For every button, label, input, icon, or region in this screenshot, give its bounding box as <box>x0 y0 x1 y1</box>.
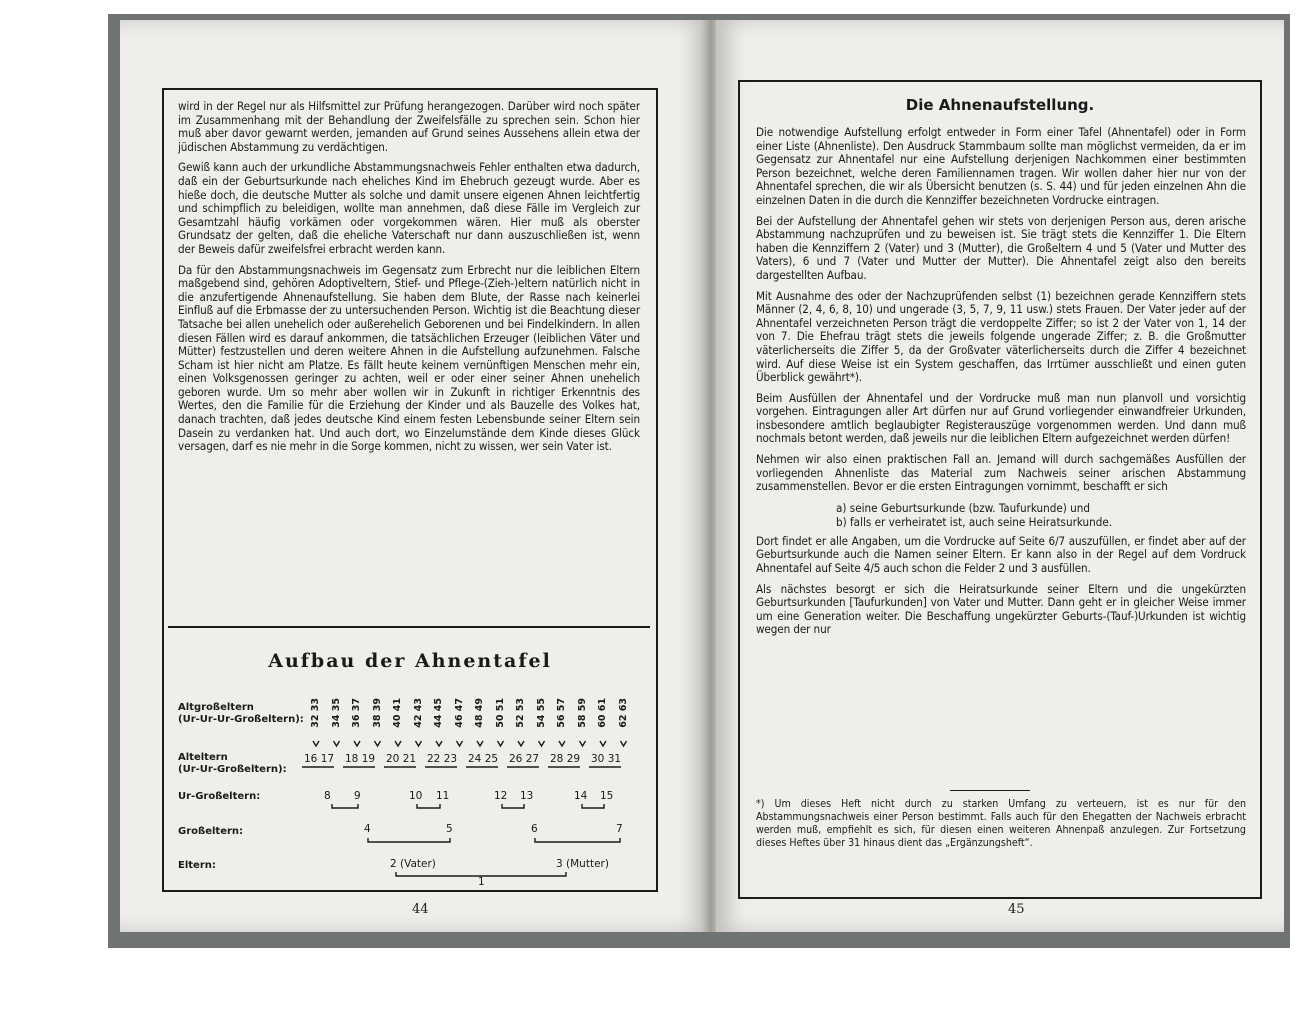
arrow-mark <box>313 741 319 746</box>
arrow-mark <box>395 741 401 746</box>
gen5-pair: 56 57 <box>556 698 567 728</box>
arrow-mark <box>375 741 381 746</box>
gen5-pair: 48 49 <box>474 698 485 728</box>
gen2-number: 5 <box>446 823 453 835</box>
gen2-number: 7 <box>616 823 623 835</box>
gen3-number: 10 <box>409 790 423 802</box>
label-altgrosseltern-main: Altgroßeltern <box>178 702 254 713</box>
gen5-pair: 62 63 <box>617 698 629 728</box>
label-grosseltern: Großeltern: <box>178 826 244 837</box>
right-paragraph-6: Dort findet er alle Angaben, um die Vordrucke auf Seite 6/7 auszufüllen, er findet aber auf der Geburtsurkunde auch die Namen seiner Eltern. Er kann also in der Regel auf dem Vordruck Ahnentafel auf Seite 4/5 auch schon die Felder 2 und 3 ausfüllen. <box>756 533 1246 576</box>
parent-vater: 2 (Vater) <box>390 858 436 870</box>
right-text-body <box>756 126 1246 644</box>
right-page-frame <box>738 80 1262 899</box>
gen3-bracket <box>417 804 440 808</box>
gen3-number: 11 <box>436 790 450 802</box>
document-list <box>836 501 1246 529</box>
right-paragraph-3: Mit Ausnahme des oder der Nachzuprüfenden selbst (1) bezeichnen gerade Kennziffern stets Männer (2, 4, 6, 8, 10) und ungerade (3, 5, 7, 9, 11 usw.) stets Frauen. Der Vater jeder auf der Ahnentafel verzeichneten Person trägt die verdoppelte Ziffer; so ist 2 der Vater von 1, 14 der von 7. Die Ehefrau trägt stets die jeweils folgende ungerade Ziffer; z. B. die Großmutter väterlicherseits die Ziffer 5, da der Großvater väterlicherseits durch die Ziffer 4 bezeichnet wird. Auf diese Weise ist ein System geschaffen, das Irrtümer ausschließt und einen guten Überblick gewährt*). <box>756 288 1246 385</box>
footnote: *) Um dieses Heft nicht durch zu starken Umfang zu verteuern, ist es nur für den Abstammungsnachweis einer Person bestimmt. Falls auch für den Ehegatten der Nachweis erbracht werden muß, empfiehlt es sich, für diesen einen weiteren Ahnenpaß anzulegen. Zur Fortsetzung dieses Heftes über 31 hinaus dient das „Ergänzungsheft“. <box>756 798 1246 849</box>
gen3-number: 12 <box>494 790 508 802</box>
gen4-pair: 30 31 <box>591 753 622 765</box>
gen3-bracket <box>502 804 524 808</box>
left-paragraph-2: Gewiß kann auch der urkundliche Abstammungsnachweis Fehler enthalten etwa dadurch, daß ein der Geburtsurkunde nach eheliches Kind im Ehebruch gezeugt wurde. Aber es hieße doch, die deutsche Mutter als solche und damit unsere eigenen Ahnen leichtfertig und schimpflich zu beleidigen, wollte man annehmen, daß diese Fälle im Vergleich zur Gesamtzahl häufig vorkämen oder vorgekommen wären. Hier muß als oberster Grundsatz der gelten, daß die eheliche Vaterschaft nur dann auszuschließen ist, wenn der Beweis dafür zweifelsfrei erbracht werden kann. <box>178 160 640 256</box>
gen3-number: 13 <box>520 790 534 802</box>
gen4-pair: 24 25 <box>468 753 499 765</box>
gen4-pair: 22 23 <box>427 753 458 765</box>
gen3-bracket <box>332 804 358 808</box>
arrow-mark <box>457 741 463 746</box>
gen5-pair: 52 53 <box>515 698 526 728</box>
left-paragraph-3: Da für den Abstammungsnachweis im Gegensatz zum Erbrecht nur die leiblichen Eltern maßgebend sind, gehören Adoptiveltern, Stief- und Pflege-(Zieh-)eltern natürlich nicht in die anzufertigende Ahnenaufstellung. Sie haben dem Blute, der Rasse nach keinerlei Einfluß auf die Erbmasse der zu untersuchenden Person. Wichtig ist die Beachtung dieser Tatsache bei allen unehelich oder außerehelich Geborenen und bei Findelkindern. In allen diesen Fällen wird es darauf ankommen, die tatsächlichen Erzeuger (leiblichen Väter und Mütter) festzustellen und deren weitere Ahnen in die Aufstellung aufzunehmen. Falsche Scham ist hier nicht am Platze. Es fällt heute keinem vernünftigen Menschen mehr ein, einen Volksgenossen geringer zu achten, weil er oder einer seiner Ahnen unehelich geboren wurde. Um so mehr aber wollen wir in Zukunft in richtiger Erkenntnis des Wertes, den die Familie für die Erziehung der Kinder und als Bauzelle des Volkes hat, danach trachten, daß jedes deutsche Kind einem festen Lebensbunde seiner Eltern sein Dasein zu verdanken hat. Und auch dort, wo Einzelumstände dem Kinde dieses Glück versagen, darf es nie mehr in die Sorge kommen, nicht zu wissen, wer sein Vater ist. <box>178 262 640 454</box>
page-number-left: 44 <box>412 902 429 917</box>
arrow-mark <box>518 741 524 746</box>
gen4-pair: 18 19 <box>345 753 376 765</box>
gen4-pair: 26 27 <box>509 753 540 765</box>
left-page <box>120 20 708 932</box>
right-paragraph-2: Bei der Aufstellung der Ahnentafel gehen wir stets von derjenigen Person aus, deren arische Abstammung nachzuprüfen und zu beweisen ist. Sie trägt stets die Kennziffer 1. Die Eltern haben die Kennziffern 2 (Vater) und 3 (Mutter), die Großeltern 4 und 5 (Vater und Mutter des Vaters), 6 und 7 (Vater und Mutter der Mutter). Die Ahnentafel zeigt also den bereits dargestellten Aufbau. <box>756 213 1246 282</box>
right-paragraph-7: Als nächstes besorgt er sich die Heiratsurkunde seiner Eltern und die ungekürzten Geburtsurkunden [Taufurkunden] von Vater und Mutter. Dann geht er in gleicher Weise immer um eine Generation weiter. Die Beschaffung ungekürzter Geburts-(Tauf-)Urkunden ist wichtig wegen der nur <box>756 581 1246 637</box>
gen5-pair: 32 33 <box>310 698 321 728</box>
gen5-pair: 50 51 <box>494 698 506 728</box>
gen5-pair: 44 45 <box>433 698 444 728</box>
right-paragraph-5: Nehmen wir also einen praktischen Fall an. Jemand will durch sachgemäßes Ausfüllen der vorliegenden Ahnenliste das Material zum Nachweis seiner arischen Abstammung zusammenstellen. Bevor er die ersten Eintragungen vornimmt, beschafft er sich <box>756 452 1246 494</box>
gen5-pair: 42 43 <box>412 698 424 728</box>
gen4-pair: 20 21 <box>386 753 417 765</box>
arrow-mark <box>621 741 627 746</box>
gen2-bracket <box>368 838 450 842</box>
figure-title: Aufbau der Ahnentafel <box>268 650 552 672</box>
eltern-bracket <box>396 872 566 876</box>
label-alteltern-sub: (Ur-Ur-Großeltern): <box>178 764 287 775</box>
label-altgrosseltern-sub: (Ur-Ur-Ur-Großeltern): <box>178 714 304 725</box>
parent-mutter: 3 (Mutter) <box>556 858 609 870</box>
gen4-pair: 16 17 <box>304 753 335 765</box>
gen2-number: 6 <box>531 823 538 835</box>
arrow-mark <box>436 741 442 746</box>
gen3-number: 8 <box>324 790 331 802</box>
gen2-number: 4 <box>364 823 371 835</box>
footnote-divider <box>950 790 1030 791</box>
label-urgrosseltern: Ur-Großeltern: <box>178 791 261 802</box>
arrow-mark <box>477 741 483 746</box>
gen2-bracket <box>535 838 620 842</box>
right-page <box>716 20 1284 932</box>
gen3-bracket <box>582 804 604 808</box>
arrow-mark <box>600 741 606 746</box>
gen5-pair: 58 59 <box>576 698 588 728</box>
right-paragraph-1: Die notwendige Aufstellung erfolgt entweder in Form einer Tafel (Ahnentafel) oder in Form einer Liste (Ahnenliste). Den Ausdruck Stammbaum sollte man möglichst vermeiden, da er im Gegensatz zur Ahnentafel nur eine Aufstellung derjenigen Nachkommen einer bestimmten Person bezeichnet, welche deren Familiennamen tragen. Wir wollen daher hier nur von der Ahnentafel sprechen, die wir als Übersicht benutzen (s. S. 44) und für jeden einzelnen Ahn die einzelnen Daten in die durch die Kennziffer bezeichneten Vordrucke eintragen. <box>756 125 1246 207</box>
list-item-a: a) seine Geburtsurkunde (bzw. Taufurkunde) und <box>836 500 1091 515</box>
arrow-mark <box>354 741 360 746</box>
left-page-frame <box>162 88 658 892</box>
arrow-mark <box>334 741 340 746</box>
page-number-right: 45 <box>1008 902 1025 917</box>
proband-number: 1 <box>478 876 485 888</box>
gen5-pair: 34 35 <box>330 698 342 728</box>
gen5-pair: 36 37 <box>351 698 362 728</box>
gen5-pair: 60 61 <box>597 698 608 728</box>
gen5-pair: 46 47 <box>453 698 465 728</box>
right-title: Die Ahnenaufstellung. <box>905 96 1095 114</box>
arrow-mark <box>498 741 504 746</box>
left-paragraph-1: wird in der Regel nur als Hilfsmittel zur Prüfung herangezogen. Darüber wird noch später im Zusammenhang mit der Behandlung der Zweifelsfälle zu sprechen sein. Schon hier muß aber davor gewarnt werden, jemanden auf Grund seines Aussehens allein etwa der jüdischen Abstammung zu verdächtigen. <box>178 99 640 154</box>
label-alteltern-main: Alteltern <box>178 752 228 763</box>
arrow-mark <box>416 741 422 746</box>
arrow-mark <box>539 741 545 746</box>
gen3-number: 15 <box>600 790 614 802</box>
right-paragraph-4: Beim Ausfüllen der Ahnentafel und der Vordrucke muß man nun planvoll und vorsichtig vorgehen. Eintragungen aller Art dürfen nur auf Grund vorliegender einwandfreier Urkunden, insbesondere amtlich beglaubigter Registerauszüge vorgenommen werden. Und dann muß nochmals betont werden, daß jeweils nur die leiblichen Eltern aufgezeichnet werden dürfen! <box>756 390 1246 446</box>
gen4-pair: 28 29 <box>550 753 581 765</box>
gen3-number: 14 <box>574 790 588 802</box>
gen5-pair: 38 39 <box>371 698 383 728</box>
gen5-pair: 54 55 <box>535 698 547 728</box>
label-eltern: Eltern: <box>178 860 216 871</box>
arrow-mark <box>559 741 565 746</box>
gen5-pair: 40 41 <box>392 698 403 728</box>
list-item-b: b) falls er verheiratet ist, auch seine Heiratsurkunde. <box>836 514 1113 529</box>
gen3-number: 9 <box>354 790 361 802</box>
tree-connectors <box>164 90 656 910</box>
arrow-mark <box>580 741 586 746</box>
